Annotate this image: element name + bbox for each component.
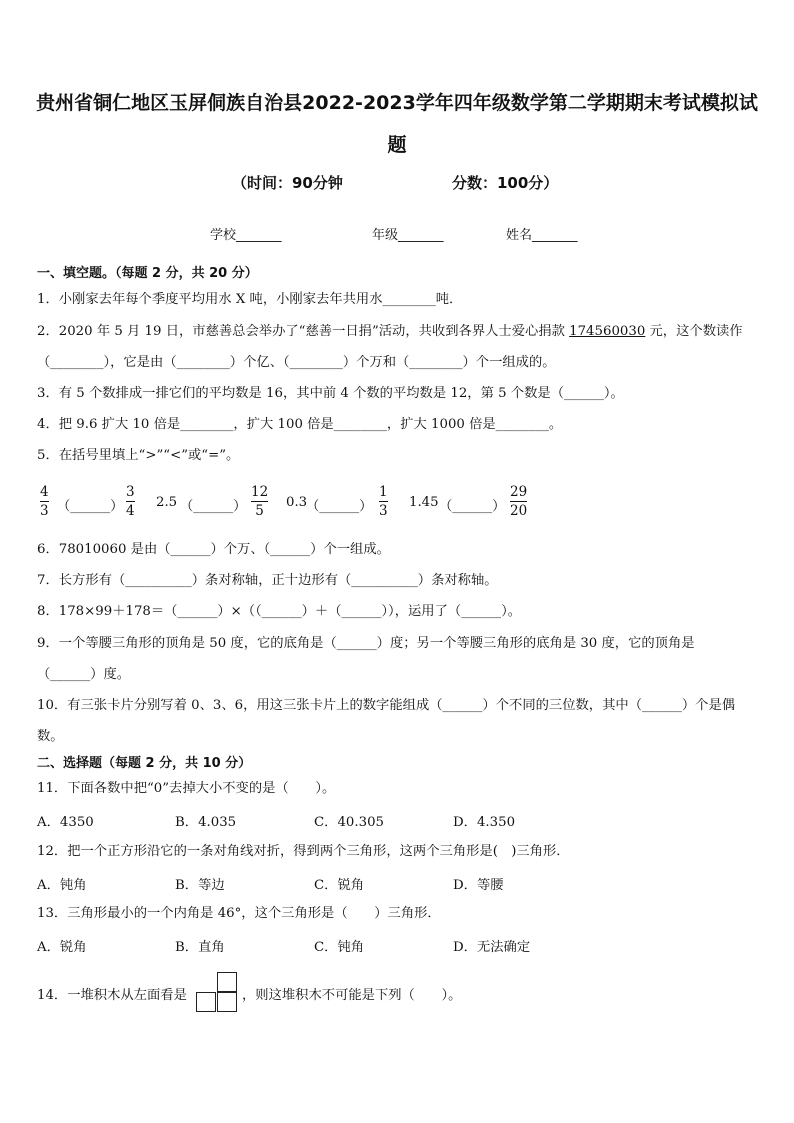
question-9-line1: 9．一个等腰三角形的顶角是 50 度，它的底角是（______）度；另一个等腰三角形的底角是 30 度，它的顶角是	[37, 636, 695, 651]
number-2-5: 2.5	[156, 495, 178, 510]
grade-field[interactable]: 年级_______	[372, 228, 444, 243]
q11-option-b[interactable]: B．4.035	[175, 815, 237, 830]
exam-title-line2: 题	[387, 134, 407, 156]
question-4: 4．把 9.6 扩大 10 倍是________，扩大 100 倍是________，扩大 1000 倍是________。	[37, 417, 563, 432]
question-2-line1	[37, 322, 766, 342]
q11-option-c[interactable]: C．40.305	[314, 815, 384, 830]
q12-option-d[interactable]: D．等腰	[453, 878, 504, 893]
question-12: 12．把一个正方形沿它的一条对角线对折，得到两个三角形，这两个三角形是( )三角形．	[37, 844, 570, 859]
question-14-text-end: ，则这堆积木不可能是下列（ ）。	[242, 988, 462, 1003]
section-fill-blank-heading: 一、填空题。（每题 2 分，共 20 分）	[37, 266, 258, 281]
question-2-text: 2．2020 年 5 月 19 日，市慈善总会举办了“慈善一日捐”活动，共收到各界人士爱心捐款	[37, 324, 570, 339]
exam-time: （时间：90分钟	[232, 174, 343, 192]
question-1: 1．小刚家去年每个季度平均用水 X 吨，小刚家去年共用水________吨．	[37, 292, 463, 307]
q13-option-d[interactable]: D．无法确定	[453, 940, 531, 955]
section-choice-heading: 二、选择题（每题 2 分，共 10 分）	[37, 756, 252, 771]
q13-option-a[interactable]: A．锐角	[37, 940, 87, 955]
question-10-line1: 10．有三张卡片分别写着 0、3、6，用这三张卡片上的数字能组成（______）个不同的三位数，其中（______）个是偶	[37, 698, 736, 713]
fraction-12-5: 12 5	[251, 484, 269, 519]
school-field[interactable]: 学校_______	[210, 228, 282, 243]
question-6: 6．78010060 是由（______）个万、（______）个一组成。	[37, 542, 390, 557]
q12-option-a[interactable]: A．钝角	[37, 878, 87, 893]
fraction-3-4: 3 4	[126, 484, 135, 519]
donation-amount: 174560030	[569, 324, 646, 339]
compare-blank-4[interactable]: （______）	[439, 499, 506, 514]
question-7: 7．长方形有（__________）条对称轴，正十边形有（__________）条对称轴。	[37, 573, 498, 588]
compare-blank-3[interactable]: （______）	[306, 499, 373, 514]
compare-blank-2[interactable]: （______）	[180, 499, 247, 514]
number-0-3: 0.3	[286, 495, 308, 510]
question-5: 5．在括号里填上“>”“<”或“=”。	[37, 448, 240, 463]
fraction-29-20: 29 20	[510, 484, 528, 519]
question-9-line2: （______）度。	[37, 667, 131, 682]
fraction-1-3: 1 3	[379, 484, 388, 519]
question-2-line2: （________），它是由（________）个亿、（________）个万和（________）个一组成的。	[37, 355, 556, 370]
question-10-line2: 数。	[37, 729, 64, 744]
exam-score: 分数：100分）	[452, 174, 559, 192]
question-3: 3．有 5 个数排成一排它们的平均数是 16，其中前 4 个数的平均数是 12，第 5 个数是（______）。	[37, 386, 624, 401]
q12-option-c[interactable]: C．锐角	[314, 878, 365, 893]
q11-option-d[interactable]: D．4.350	[453, 815, 516, 830]
exam-title-line1: 贵州省铜仁地区玉屏侗族自治县2022-2023学年四年级数学第二学期期末考试模拟试	[36, 92, 758, 114]
name-field[interactable]: 姓名_______	[506, 228, 578, 243]
q13-option-b[interactable]: B．直角	[175, 940, 225, 955]
compare-blank-1[interactable]: （______）	[57, 499, 124, 514]
question-13: 13．三角形最小的一个内角是 46°，这个三角形是（ ）三角形．	[37, 906, 441, 921]
question-14-text: 14．一堆积木从左面看是	[37, 988, 187, 1003]
q11-option-a[interactable]: A．4350	[37, 815, 94, 830]
question-11: 11．下面各数中把“0”去掉大小不变的是（ ）。	[37, 781, 336, 796]
question-8: 8．178×99＋178＝（______）×（（______）＋（______）），运用了（______）。	[37, 604, 522, 619]
q12-option-b[interactable]: B．等边	[175, 878, 225, 893]
number-1-45: 1.45	[409, 495, 439, 510]
question-2-text-end: 元，这个数读作	[645, 324, 743, 339]
q13-option-c[interactable]: C．钝角	[314, 940, 365, 955]
fraction-4-3: 4 3	[40, 484, 49, 519]
